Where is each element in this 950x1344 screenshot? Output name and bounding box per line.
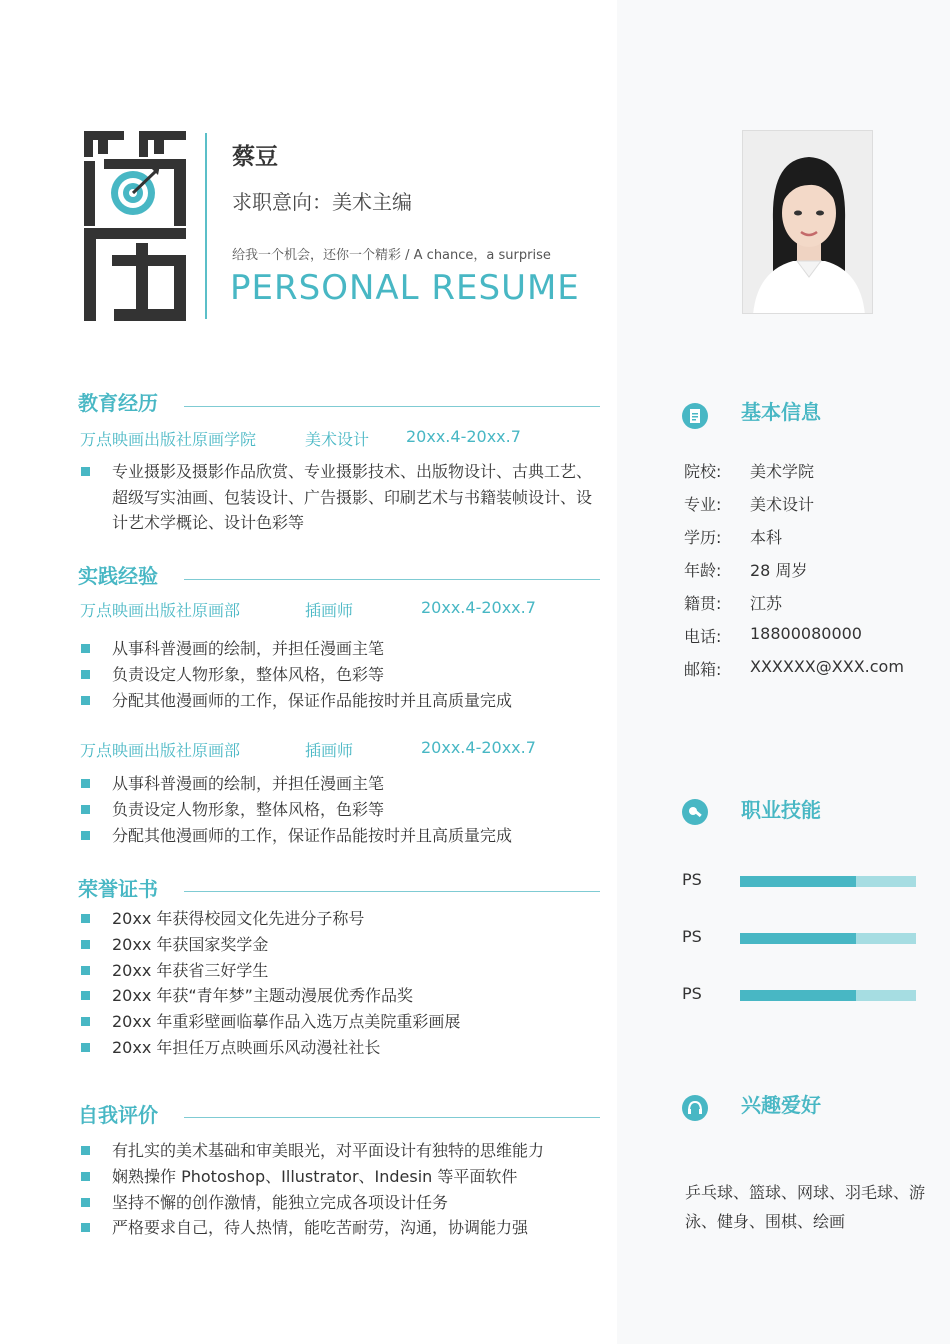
company-name: 万点映画出版社原画部 (80, 741, 241, 760)
section-title-hobbies: 兴趣爱好 (741, 1093, 821, 1117)
info-label: 专业: (684, 495, 722, 514)
skill-bar-fill (740, 990, 856, 1001)
portrait-photo (742, 130, 873, 314)
list-item: 20xx 年获“青年梦”主题动漫展优秀作品奖 (80, 983, 460, 1009)
job-duties (80, 636, 512, 713)
list-item: 坚持不懈的创作激情，能独立完成各项设计任务 (80, 1190, 544, 1216)
job-period: 20xx.4-20xx.7 (421, 598, 536, 617)
section-rule (184, 1117, 600, 1118)
tools-icon (682, 799, 708, 825)
section-title-education: 教育经历 (78, 391, 158, 415)
job-duties (80, 771, 512, 848)
info-value: 本科 (750, 528, 783, 547)
resume-title-en: PERSONAL RESUME (230, 268, 580, 308)
info-label: 籍贯: (684, 594, 722, 613)
job-role: 插画师 (305, 601, 354, 620)
list-item: 负责设定人物形象，整体风格，色彩等 (80, 662, 512, 688)
info-value: 美术设计 (750, 495, 815, 514)
info-label: 学历: (684, 528, 722, 547)
list-item: 20xx 年获得校园文化先进分子称号 (80, 906, 460, 932)
info-value: XXXXXX@XXX.com (750, 657, 904, 676)
job-role: 插画师 (305, 741, 354, 760)
info-value: 28 周岁 (750, 561, 808, 580)
honors-list (80, 906, 460, 1061)
section-title-experience: 实践经验 (78, 564, 158, 588)
list-item: 负责设定人物形象，整体风格，色彩等 (80, 797, 512, 823)
list-item: 从事科普漫画的绘制，并担任漫画主笔 (80, 771, 512, 797)
slogan: 给我一个机会，还你一个精彩 / A chance，a surprise (232, 248, 551, 263)
section-rule (184, 406, 600, 407)
major: 美术设计 (305, 430, 370, 449)
list-item: 分配其他漫画师的工作，保证作品能按时并且高质量完成 (80, 823, 512, 849)
list-item: 20xx 年重彩壁画临摹作品入选万点美院重彩画展 (80, 1009, 460, 1035)
info-value: 18800080000 (750, 624, 862, 643)
school-name: 万点映画出版社原画学院 (80, 430, 257, 449)
headphones-icon (682, 1095, 708, 1121)
section-rule (184, 891, 600, 892)
skill-bar (740, 876, 916, 887)
skill-bar-fill (740, 933, 856, 944)
skill-label: PS (682, 984, 702, 1003)
candidate-name: 蔡豆 (232, 144, 278, 170)
section-title-self-eval: 自我评价 (78, 1103, 158, 1127)
self-eval-list (80, 1138, 544, 1241)
section-title-basic-info: 基本信息 (741, 400, 821, 424)
info-label: 年龄: (684, 561, 722, 580)
section-rule (184, 579, 600, 580)
list-item: 20xx 年担任万点映画乐风动漫社社长 (80, 1035, 460, 1061)
education-courses: 专业摄影及摄影作品欣赏、专业摄影技术、出版物设计、古典工艺、超级写实油画、包装设计、广告摄影、印刷艺术与书籍装帧设计、设计艺术学概论、设计色彩等 (80, 459, 600, 536)
list-item: 20xx 年获省三好学生 (80, 958, 460, 984)
list-item: 从事科普漫画的绘制，并担任漫画主笔 (80, 636, 512, 662)
skill-bar (740, 990, 916, 1001)
list-item: 20xx 年获国家奖学金 (80, 932, 460, 958)
study-period: 20xx.4-20xx.7 (406, 427, 521, 446)
list-item: 娴熟操作 Photoshop、Illustrator、Indesin 等平面软件 (80, 1164, 544, 1190)
skill-bar (740, 933, 916, 944)
info-value: 江苏 (750, 594, 783, 613)
info-label: 院校: (684, 462, 722, 481)
hobbies-text: 乒乓球、篮球、网球、羽毛球、游泳、健身、围棋、绘画 (685, 1183, 926, 1231)
job-period: 20xx.4-20xx.7 (421, 738, 536, 757)
list-item: 分配其他漫画师的工作，保证作品能按时并且高质量完成 (80, 688, 512, 714)
section-title-skills: 职业技能 (741, 798, 821, 822)
list-item: 严格要求自己，待人热情，能吃苦耐劳，沟通，协调能力强 (80, 1215, 544, 1241)
job-intent: 求职意向：美术主编 (232, 190, 412, 214)
target-icon (111, 165, 160, 215)
company-name: 万点映画出版社原画部 (80, 601, 241, 620)
resume-logo-glyph (84, 131, 186, 321)
section-title-honors: 荣誉证书 (78, 877, 158, 901)
list-item: 有扎实的美术基础和审美眼光，对平面设计有独特的思维能力 (80, 1138, 544, 1164)
document-icon (682, 403, 708, 429)
skill-bar-fill (740, 876, 856, 887)
info-value: 美术学院 (750, 462, 815, 481)
header-divider (205, 133, 207, 319)
skill-label: PS (682, 870, 702, 889)
skill-label: PS (682, 927, 702, 946)
info-label: 邮箱: (684, 660, 722, 679)
info-label: 电话: (684, 627, 722, 646)
